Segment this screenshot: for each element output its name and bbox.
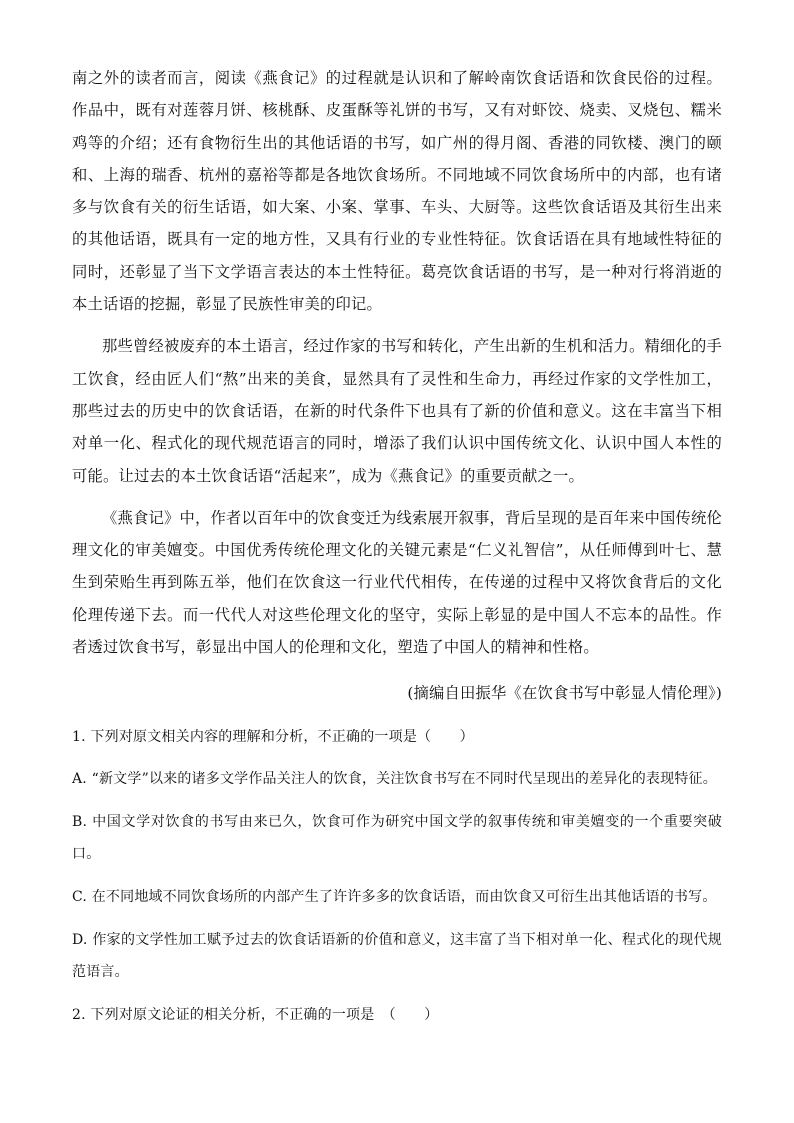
- option-letter: A.: [72, 770, 87, 787]
- passage-source: (摘编自田振华《在饮食书写中彰显人情伦理》): [407, 684, 722, 703]
- question-stem: 下列对原文论证的相关分析，不正确的一项是 （ ）: [90, 1006, 439, 1023]
- option-text: 作家的文学性加工赋予过去的饮食话语新的价值和意义，这丰富了当下相对单一化、程式化的现代规范语言。: [72, 931, 722, 980]
- option-d[interactable]: [72, 924, 722, 988]
- option-text: 中国文学对饮食的书写由来已久，饮食可作为研究中国文学的叙事传统和审美嬗变的一个重要突破口。: [72, 813, 722, 862]
- option-text: “新文学”以来的诸多文学作品关注人的饮食，关注饮食书写在不同时代呈现出的差异化的表现特征。: [91, 770, 717, 787]
- document-page: [72, 62, 722, 1030]
- question-stem: 下列对原文相关内容的理解和分析，不正确的一项是（ ）: [90, 728, 474, 745]
- question-2: [72, 1000, 722, 1030]
- option-letter: C.: [72, 888, 88, 905]
- option-a[interactable]: [72, 763, 722, 795]
- option-letter: D.: [72, 931, 88, 948]
- option-c[interactable]: [72, 881, 722, 913]
- question-number: 2.: [72, 1006, 86, 1023]
- option-text: 在不同地域不同饮食场所的内部产生了许许多多的饮食话语，而由饮食又可衍生出其他话语的书写。: [91, 888, 717, 905]
- question-number: 1.: [72, 728, 86, 745]
- passage-paragraph: 《燕食记》中，作者以百年中的饮食变迁为线索展开叙事，背后呈现的是百年来中国传统伦理文化的审美嬗变。中国优秀传统伦理文化的关键元素是“仁义礼智信”，从任师傅到叶七、慧生到荣贻生再到陈五举，他们在饮食这一行业代代相传，在传递的过程中又将饮食背后的文化伦理传递下去。而一代代人对这些伦理文化的坚守，实际上彰显的是中国人不忘本的品性。作者透过饮食书写，彰显出中国人的伦理和文化，塑造了中国人的精神和性格。: [72, 508, 722, 657]
- option-letter: B.: [72, 813, 88, 830]
- option-b[interactable]: [72, 806, 722, 870]
- passage-paragraph: 南之外的读者而言，阅读《燕食记》的过程就是认识和了解岭南饮食话语和饮食民俗的过程。作品中，既有对莲蓉月饼、核桃酥、皮蛋酥等礼饼的书写，又有对虾饺、烧卖、叉烧包、糯米鸡等的介绍；还有食物衍生出的其他话语的书写，如广州的得月阁、香港的同钦楼、澳门的颐和、上海的瑞香、杭州的嘉裕等都是各地饮食场所。不同地域不同饮食场所中的内部，也有诸多与饮食有关的衍生话语，如大案、小案、掌事、车头、大厨等。这些饮食话语及其衍生出来的其他话语，既具有一定的地方性，又具有行业的专业性特征。饮食话语在具有地域性特征的同时，还彰显了当下文学语言表达的本土性特征。葛亮饮食话语的书写，是一种对行将消逝的本土话语的挖掘，彰显了民族性审美的印记。: [72, 69, 722, 314]
- question-1: [72, 722, 722, 752]
- passage-paragraph: 那些曾经被废弃的本土语言，经过作家的书写和转化，产生出新的生机和活力。精细化的手工饮食，经由匠人们“熬”出来的美食，显然具有了灵性和生命力，再经过作家的文学性加工，那些过去的历史中的饮食话语，在新的时代条件下也具有了新的价值和意义。这在丰富当下相对单一化、程式化的现代规范语言的同时，增添了我们认识中国传统文化、认识中国人本性的可能。让过去的本土饮食话语“活起来”，成为《燕食记》的重要贡献之一。: [72, 337, 722, 485]
